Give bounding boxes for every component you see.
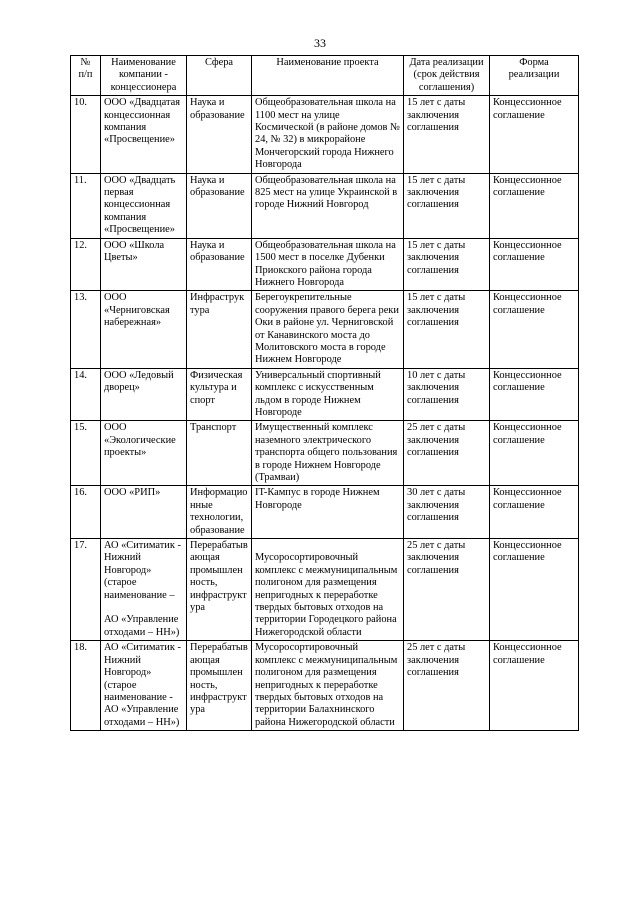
row-num: 12.	[71, 238, 101, 291]
row-sphere: Наука и образование	[187, 238, 252, 291]
row-date: 30 лет с даты заключения соглашения	[404, 486, 490, 539]
row-num: 16.	[71, 486, 101, 539]
row-company: ООО «Двадцать первая концессионная компания «Просвещение»	[101, 173, 187, 238]
row-date: 15 лет с даты заключения соглашения	[404, 173, 490, 238]
row-num: 13.	[71, 291, 101, 368]
row-project: Общеобразовательная школа на 1100 мест на улице Космической (в районе домов № 24, № 32) в микрорайоне Мончегорский города Нижнего Новгорода	[252, 96, 404, 173]
row-sphere: Наука и образование	[187, 96, 252, 173]
row-date: 25 лет с даты заключения соглашения	[404, 539, 490, 641]
header-date: Дата реализации (срок действия соглашения)	[404, 56, 490, 96]
header-project: Наименование проекта	[252, 56, 404, 96]
concession-table	[70, 55, 579, 731]
table-row	[71, 486, 579, 539]
row-form: Концессионное соглашение	[490, 96, 579, 173]
row-project: Мусоросортировочный комплекс с межмуниципальным полигоном для размещения непригодных к переработке твердых бытовых отходов на территории Городецкого района Нижегородской области	[252, 539, 404, 641]
table-header-row	[71, 56, 579, 96]
row-project: IT-Кампус в городе Нижнем Новгороде	[252, 486, 404, 539]
row-form: Концессионное соглашение	[490, 421, 579, 486]
header-sphere: Сфера	[187, 56, 252, 96]
row-num: 17.	[71, 539, 101, 641]
row-form: Концессионное соглашение	[490, 291, 579, 368]
row-company: АО «Ситиматик - Нижний Новгород» (старое наименование – АО «Управление отходами – НН»)	[101, 539, 187, 641]
row-company: ООО «Двадцатая концессионная компания «Просвещение»	[101, 96, 187, 173]
row-date: 15 лет с даты заключения соглашения	[404, 291, 490, 368]
row-date: 10 лет с даты заключения соглашения	[404, 368, 490, 421]
row-sphere: Информационные технологии, образование	[187, 486, 252, 539]
table-row	[71, 291, 579, 368]
row-company: ООО «Черниговская набережная»	[101, 291, 187, 368]
row-company: ООО «Школа Цветы»	[101, 238, 187, 291]
table-row	[71, 539, 579, 641]
row-num: 15.	[71, 421, 101, 486]
row-sphere: Физическая культура и спорт	[187, 368, 252, 421]
row-project: Общеобразовательная школа на 1500 мест в поселке Дубенки Приокского района города Нижнего Новгорода	[252, 238, 404, 291]
row-num: 10.	[71, 96, 101, 173]
row-project: Имущественный комплекс наземного электрического транспорта общего пользования в городе Нижнем Новгороде (Трамваи)	[252, 421, 404, 486]
row-date: 25 лет с даты заключения соглашения	[404, 421, 490, 486]
page-number: 33	[314, 36, 326, 50]
row-company: ООО «Экологические проекты»	[101, 421, 187, 486]
table-row	[71, 641, 579, 731]
row-project: Берегоукрепительные сооружения правого берега реки Оки в районе ул. Черниговской от Канавинского моста до Молитовского моста в городе Нижнем Новгороде	[252, 291, 404, 368]
row-date: 15 лет с даты заключения соглашения	[404, 238, 490, 291]
row-form: Концессионное соглашение	[490, 173, 579, 238]
row-sphere: Перерабатывающая промышленность, инфраструктура	[187, 539, 252, 641]
row-date: 15 лет с даты заключения соглашения	[404, 96, 490, 173]
row-num: 14.	[71, 368, 101, 421]
header-num: № п/п	[71, 56, 101, 96]
row-num: 18.	[71, 641, 101, 731]
table-row	[71, 421, 579, 486]
table-row	[71, 368, 579, 421]
table-row	[71, 238, 579, 291]
table-row	[71, 173, 579, 238]
row-form: Концессионное соглашение	[490, 238, 579, 291]
row-sphere: Наука и образование	[187, 173, 252, 238]
row-sphere: Транспорт	[187, 421, 252, 486]
row-project: Универсальный спортивный комплекс с искусственным льдом в городе Нижнем Новгороде	[252, 368, 404, 421]
row-project: Мусоросортировочный комплекс с межмуниципальным полигоном для размещения непригодных к переработке твердых бытовых отходов на территории Балахнинского района Нижегородской области	[252, 641, 404, 731]
row-company: ООО «Ледовый дворец»	[101, 368, 187, 421]
header-form: Форма реализации	[490, 56, 579, 96]
row-project: Общеобразовательная школа на 825 мест на улице Украинской в городе Нижний Новгород	[252, 173, 404, 238]
row-sphere: Инфраструктура	[187, 291, 252, 368]
row-form: Концессионное соглашение	[490, 539, 579, 641]
row-company: АО «Ситиматик - Нижний Новгород» (старое наименование - АО «Управление отходами – НН»)	[101, 641, 187, 731]
table-row	[71, 96, 579, 173]
row-form: Концессионное соглашение	[490, 486, 579, 539]
row-sphere: Перерабатывающая промышленность, инфраструктура	[187, 641, 252, 731]
row-form: Концессионное соглашение	[490, 641, 579, 731]
row-num: 11.	[71, 173, 101, 238]
row-form: Концессионное соглашение	[490, 368, 579, 421]
header-company: Наименование компании - концессионера	[101, 56, 187, 96]
row-date: 25 лет с даты заключения соглашения	[404, 641, 490, 731]
row-company: ООО «РИП»	[101, 486, 187, 539]
